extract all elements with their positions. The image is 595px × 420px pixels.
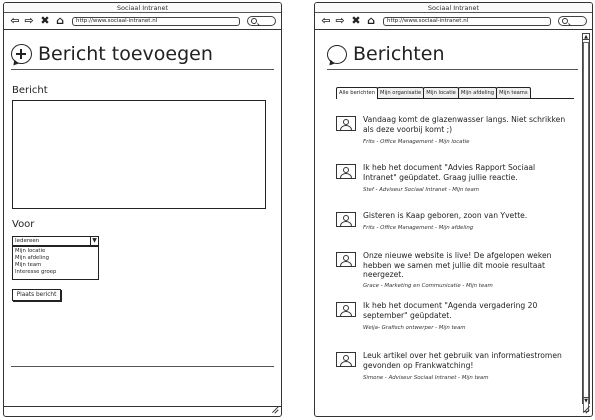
home-icon[interactable]: ⌂ — [56, 14, 64, 27]
stop-icon[interactable]: ✖ — [351, 14, 361, 27]
tab-alle-berichten[interactable]: Alle berichten — [336, 87, 378, 99]
avatar — [336, 302, 356, 317]
post-text: Ik heb het document "Advies Rapport Sociaal Intranet" geüpdatet. Graag jullie reactie. — [363, 163, 536, 182]
browser-search-box[interactable] — [558, 16, 587, 26]
dropdown-option[interactable]: Mijn afdeling — [15, 255, 49, 261]
list-item[interactable] — [336, 251, 574, 291]
post-text: Onze nieuwe website is live! De afgelopen weken hebben we samen met jullie dit mooie resultaat neergezet. — [363, 251, 552, 279]
resize-grip-icon[interactable] — [270, 406, 278, 414]
list-item[interactable] — [336, 163, 574, 203]
scroll-thumb[interactable] — [583, 42, 589, 412]
audience-select[interactable] — [12, 236, 99, 246]
tab-mijn-locatie[interactable]: Mijn locatie — [423, 87, 459, 99]
message-label: Bericht — [12, 85, 48, 96]
avatar — [336, 252, 356, 267]
dropdown-option[interactable]: Mijn team — [15, 262, 42, 268]
browser-search-box[interactable] — [247, 16, 276, 26]
audience-select-value: Iedereen — [15, 238, 40, 244]
post-message-button[interactable]: Plaats bericht — [12, 289, 61, 301]
dropdown-option[interactable]: Interesse groep — [15, 269, 57, 275]
post-text: Gisteren is Kaap geboren, zoon van Yvette. — [363, 211, 528, 220]
divider — [11, 366, 274, 367]
post-meta: Stef - Adviseur Sociaal Intranet - Mijn team — [363, 187, 480, 193]
resize-grip-icon[interactable] — [581, 406, 589, 414]
dropdown-arrow-icon[interactable]: ▼ — [90, 237, 98, 245]
back-arrow-icon[interactable]: ⇦ — [321, 14, 331, 27]
search-icon — [251, 18, 257, 24]
avatar — [336, 164, 356, 179]
window-title: Sociaal Intranet — [315, 3, 592, 13]
back-arrow-icon[interactable]: ⇦ — [10, 14, 20, 27]
message-textarea[interactable] — [12, 100, 266, 209]
list-item[interactable] — [336, 351, 574, 391]
browser-toolbar — [315, 13, 592, 30]
audience-dropdown-list — [12, 246, 99, 280]
post-meta: Frits - Office Management - Mijn afdeling — [363, 225, 474, 231]
status-bar-divider — [4, 406, 281, 407]
page-header — [327, 41, 444, 67]
page-title: Bericht toevoegen — [38, 43, 213, 65]
post-text: Leuk artikel over het gebruik van informatiestromen gevonden op Frankwatching! — [363, 351, 562, 370]
forward-arrow-icon[interactable]: ⇨ — [335, 14, 345, 27]
post-meta: Simone - Adviseur Sociaal Intranet - Mijn team — [363, 375, 489, 381]
tab-mijn-teams[interactable]: Mijn teams — [496, 87, 530, 99]
list-item[interactable] — [336, 115, 574, 155]
window-title: Sociaal Intranet — [4, 3, 281, 13]
home-icon[interactable]: ⌂ — [367, 14, 375, 27]
post-meta: Frits - Office Management - Mijn locatie — [363, 139, 470, 145]
audience-label: Voor — [12, 219, 35, 230]
browser-toolbar — [4, 13, 281, 30]
page-title: Berichten — [353, 43, 445, 65]
list-item[interactable] — [336, 301, 574, 341]
post-text: Ik heb het document "Agenda vergadering 20 september" geüpdatet. — [363, 301, 538, 320]
page-content — [315, 31, 592, 416]
divider — [11, 69, 274, 70]
forward-arrow-icon[interactable]: ⇨ — [24, 14, 34, 27]
avatar — [336, 116, 356, 131]
divider — [327, 69, 578, 70]
url-bar[interactable]: http://www.sociaal-intranet.nl — [383, 17, 551, 26]
dropdown-option[interactable]: Mijn locatie — [15, 248, 46, 254]
vertical-scrollbar[interactable] — [582, 33, 590, 404]
post-meta: Weija- Grafisch ontwerper - Mijn team — [363, 325, 466, 331]
search-icon — [562, 18, 568, 24]
add-message-icon — [11, 44, 32, 64]
page-content — [4, 31, 281, 416]
scroll-down-icon[interactable]: ▼ — [584, 398, 588, 404]
avatar — [336, 212, 356, 227]
url-bar[interactable]: http://www.sociaal-intranet.nl — [72, 17, 240, 26]
tab-mijn-afdeling[interactable]: Mijn afdeling — [458, 87, 497, 99]
avatar — [336, 352, 356, 367]
message-bubble-icon — [327, 45, 347, 64]
page-header — [11, 41, 213, 67]
stop-icon[interactable]: ✖ — [40, 14, 50, 27]
scroll-up-icon[interactable]: ▲ — [584, 34, 588, 40]
tab-mijn-organisatie[interactable]: Mijn organisatie — [377, 87, 424, 99]
post-text: Vandaag komt de glazenwasser langs. Niet schrikken als deze voorbij komt ;) — [363, 115, 566, 134]
browser-window-add-post — [3, 2, 282, 417]
list-item[interactable] — [336, 211, 574, 251]
post-meta: Grace - Marketing en Communicatie - Mijn team — [363, 283, 493, 289]
browser-window-posts — [314, 2, 593, 417]
